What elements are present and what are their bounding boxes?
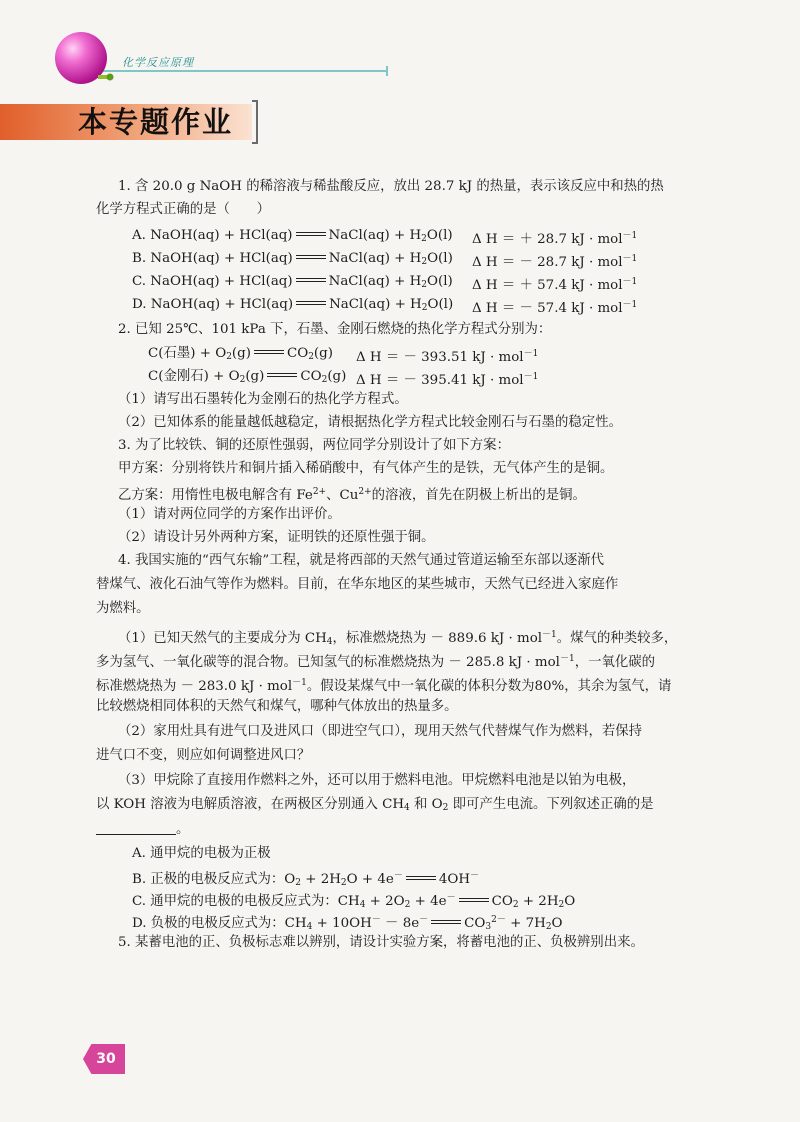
- text-run: 。: [176, 822, 190, 837]
- text-run: + 10OH: [312, 916, 372, 931]
- text-run: 、Cu: [326, 488, 359, 503]
- text-run: 和 O: [409, 797, 443, 812]
- enthalpy-value: [356, 367, 538, 391]
- superscript: －1: [622, 277, 638, 287]
- enthalpy-value: [472, 249, 637, 273]
- text-run: （1）已知天然气的主要成分为 CH: [118, 631, 327, 646]
- superscript: 2+: [358, 487, 372, 497]
- text-run: 。假设某煤气中一氧化碳的体积分数为80%，其余为氢气，请: [306, 679, 672, 694]
- text-run: CO: [491, 894, 513, 909]
- equation-left: NaOH(aq) + HCl(aq): [150, 297, 294, 312]
- q1-option-d: [132, 295, 638, 318]
- equation-left: C(金刚石) + O: [148, 369, 240, 384]
- enthalpy-text: Δ H ＝ － 28.7 kJ · mol: [472, 255, 623, 270]
- subscript: 2: [442, 803, 449, 813]
- equal-sign-bar: [406, 876, 436, 880]
- equal-sign-bar: [296, 278, 326, 282]
- q2-equation-graphite: [148, 344, 539, 367]
- subscript: 2: [308, 352, 314, 362]
- equation-right: NaCl(aq) + H: [328, 228, 422, 243]
- text-run: O: [564, 894, 576, 909]
- equation-right: NaCl(aq) + H: [328, 251, 422, 266]
- subscript: 2: [321, 375, 328, 385]
- enthalpy-value: [356, 344, 538, 368]
- text-run: O + 4e: [346, 872, 394, 887]
- enthalpy-value: [472, 272, 637, 296]
- superscript: －1: [622, 254, 638, 264]
- subscript: 2: [512, 900, 519, 910]
- equation-right-tail: O(l): [427, 297, 454, 312]
- q2-stem: 2. 已知 25℃、101 kPa 下，石墨、金刚石燃烧的热化学方程式分别为：: [118, 322, 552, 337]
- text-run: O: [551, 916, 563, 931]
- equation-right: NaCl(aq) + H: [329, 297, 422, 312]
- superscript: －: [446, 893, 456, 903]
- text-run: CO: [464, 916, 486, 931]
- option-letter: B.: [132, 251, 147, 266]
- equal-sign-bar: [267, 373, 297, 377]
- q4-para-line3: 为燃料。: [96, 601, 150, 616]
- answer-blank[interactable]: [96, 820, 176, 835]
- subscript: 2: [421, 257, 428, 267]
- q4-sub2-line2: 进气口不变，则应如何调整进风口？: [96, 748, 311, 763]
- text-run: 。煤气的种类较多，: [556, 631, 678, 646]
- equation-left: NaOH(aq) + HCl(aq): [150, 251, 293, 266]
- q4-sub1-line2: [96, 649, 655, 673]
- state-tail: (g): [231, 346, 251, 361]
- equation-left: C(石墨) + O: [148, 346, 227, 361]
- enthalpy-value: [472, 295, 637, 319]
- subscript: 2: [558, 900, 565, 910]
- equation-right-tail: O(l): [426, 228, 453, 243]
- subscript: 2: [421, 234, 427, 244]
- superscript: －1: [523, 372, 539, 382]
- text-run: + 7H: [505, 916, 546, 931]
- q3-plan-b: [118, 482, 586, 506]
- enthalpy-text: Δ H ＝ ＋ 28.7 kJ · mol: [472, 232, 623, 247]
- q4-sub1-line1: [118, 625, 677, 652]
- text-run: + 4e: [410, 894, 447, 909]
- text-run: + 2H: [300, 872, 341, 887]
- q4-sub1-line4: 比较燃烧相同体积的天然气和煤气，哪种气体放出的热量多。: [96, 699, 458, 714]
- text-run: + 2O: [365, 894, 405, 909]
- option-letter: D.: [132, 297, 147, 312]
- subscript: 4: [404, 803, 410, 813]
- section-title: 本专题作业: [78, 105, 234, 139]
- superscript: －: [393, 871, 403, 881]
- superscript: －1: [542, 630, 557, 640]
- text-run: 的溶液，首先在阴极上析出的是铜。: [371, 488, 586, 503]
- enthalpy-value: [472, 226, 637, 250]
- superscript: 2+: [312, 487, 327, 497]
- superscript: －: [371, 915, 381, 925]
- q3-sub1: （1）请对两位同学的方案作出评价。: [118, 507, 341, 522]
- superscript: 2－: [491, 915, 506, 925]
- subscript: 2: [226, 352, 232, 362]
- q1-stem-line1: 1. 含 20.0 g NaOH 的稀溶液与稀盐酸反应，放出 28.7 kJ 的热量，表示该反应中和热的热: [118, 179, 664, 194]
- q4-sub3-blank-line: [96, 820, 189, 840]
- enthalpy-text: Δ H ＝ ＋ 57.4 kJ · mol: [472, 278, 623, 293]
- q3-plan-a: 甲方案：分别将铁片和铜片插入稀硝酸中，有气体产生的是铁，无气体产生的是铜。: [118, 461, 614, 476]
- subscript: 2: [295, 878, 301, 888]
- equal-sign-bar: [459, 898, 489, 902]
- superscript: －1: [559, 654, 575, 664]
- equation-left: NaOH(aq) + HCl(aq): [150, 228, 293, 243]
- superscript: －: [470, 871, 480, 881]
- text-run: 4OH: [438, 872, 471, 887]
- text-run: 标准燃烧热为 － 283.0 kJ · mol: [96, 679, 293, 694]
- equal-sign-bar: [431, 920, 461, 924]
- enthalpy-text: Δ H ＝ － 395.41 kJ · mol: [356, 373, 524, 388]
- subscript: 2: [404, 900, 411, 910]
- subscript: 2: [421, 303, 428, 313]
- q4-sub2-line1: （2）家用灶具有进气口及进风口（即进空气口），现用天然气代替煤气作为燃料，若保持: [118, 724, 643, 739]
- q4-option-a: A. 通甲烷的电极为正极: [132, 846, 271, 861]
- superscript: －1: [523, 349, 539, 359]
- text-run: + 2H: [518, 894, 559, 909]
- superscript: －1: [622, 231, 638, 241]
- q1-option-a: [132, 226, 638, 249]
- q1-stem-line2: 化学方程式正确的是（ ）: [96, 202, 271, 217]
- subscript: 4: [359, 900, 366, 910]
- equal-sign-bar: [296, 232, 326, 236]
- equal-sign-bar: [254, 350, 284, 354]
- q2-sub1: （1）请写出石墨转化为金刚石的热化学方程式。: [118, 392, 408, 407]
- product: CO: [286, 346, 309, 361]
- superscript: －1: [292, 678, 307, 688]
- text-run: ，一氧化碳的: [574, 655, 656, 670]
- q2-sub2: （2）已知体系的能量越低越稳定，请根据热化学方程式比较金刚石与石墨的稳定性。: [118, 415, 622, 430]
- text-run: C. 通甲烷的电极的电极反应式为：CH: [132, 894, 360, 909]
- equal-sign-bar: [296, 255, 326, 259]
- state-tail: (g): [245, 369, 265, 384]
- equation-left: NaOH(aq) + HCl(aq): [150, 274, 293, 289]
- enthalpy-text: Δ H ＝ － 393.51 kJ · mol: [356, 350, 524, 365]
- text-run: 即可产生电流。下列叙述正确的是: [448, 797, 654, 812]
- subscript: 2: [340, 878, 347, 888]
- text-run: ，标准燃烧热为 － 889.6 kJ · mol: [332, 631, 543, 646]
- q1-option-b: [132, 249, 638, 272]
- equation-right: NaCl(aq) + H: [328, 274, 422, 289]
- equal-sign-bar: [296, 301, 326, 305]
- state-tail: (g): [313, 346, 333, 361]
- subscript: 4: [306, 922, 313, 932]
- text-run: 多为氢气、一氧化碳等的混合物。已知氢气的标准燃烧热为 － 285.8 kJ · mol: [96, 655, 560, 670]
- text-run: 以 KOH 溶液为电解质溶液，在两极区分别通入 CH: [96, 797, 405, 812]
- text-run: D. 负极的电极反应式为：CH: [132, 916, 307, 931]
- subscript: 2: [239, 375, 246, 385]
- option-letter: A.: [132, 228, 146, 243]
- q4-sub1-line3: [96, 673, 671, 697]
- equation-right-tail: O(l): [427, 274, 453, 289]
- q4-sub3-line1: （3）甲烷除了直接用作燃料之外，还可以用于燃料电池。甲烷燃料电池是以铂为电极，: [118, 773, 636, 788]
- equation-right-tail: O(l): [427, 251, 453, 266]
- enthalpy-text: Δ H ＝ － 57.4 kJ · mol: [472, 301, 623, 316]
- q4-para-line2: 替煤气、液化石油气等作为燃料。目前，在华东地区的某些城市，天然气已经进入家庭作: [96, 577, 619, 592]
- q4-para-line1: 4. 我国实施的“西气东输”工程，就是将西部的天然气通过管道运输至东部以逐渐代: [118, 553, 605, 568]
- subscript: 2: [545, 922, 552, 932]
- superscript: －: [419, 915, 429, 925]
- subscript: 4: [326, 637, 333, 647]
- q5-stem: 5. 某蓄电池的正、负极标志难以辨别，请设计实验方案，将蓄电池的正、负极辨别出来。: [118, 935, 644, 950]
- state-tail: (g): [327, 369, 347, 384]
- q1-option-c: [132, 272, 638, 295]
- book-title: 化学反应原理: [122, 56, 194, 69]
- q3-sub2: （2）请设计另外两种方案，证明铁的还原性强于铜。: [118, 530, 435, 545]
- q3-stem: 3. 为了比较铁、铜的还原性强弱，两位同学分别设计了如下方案：: [118, 438, 510, 453]
- q2-equation-diamond: [148, 367, 539, 390]
- text-run: B. 正极的电极反应式为：O: [132, 872, 296, 887]
- page-number: 30: [96, 1051, 116, 1067]
- subscript: 3: [485, 922, 492, 932]
- text-run: － 8e: [380, 916, 420, 931]
- q4-sub3-line2: [96, 795, 654, 818]
- text-run: 乙方案：用惰性电极电解含有 Fe: [118, 488, 313, 503]
- product: CO: [300, 369, 322, 384]
- superscript: －1: [622, 300, 638, 310]
- subscript: 2: [421, 280, 427, 290]
- option-letter: C.: [132, 274, 147, 289]
